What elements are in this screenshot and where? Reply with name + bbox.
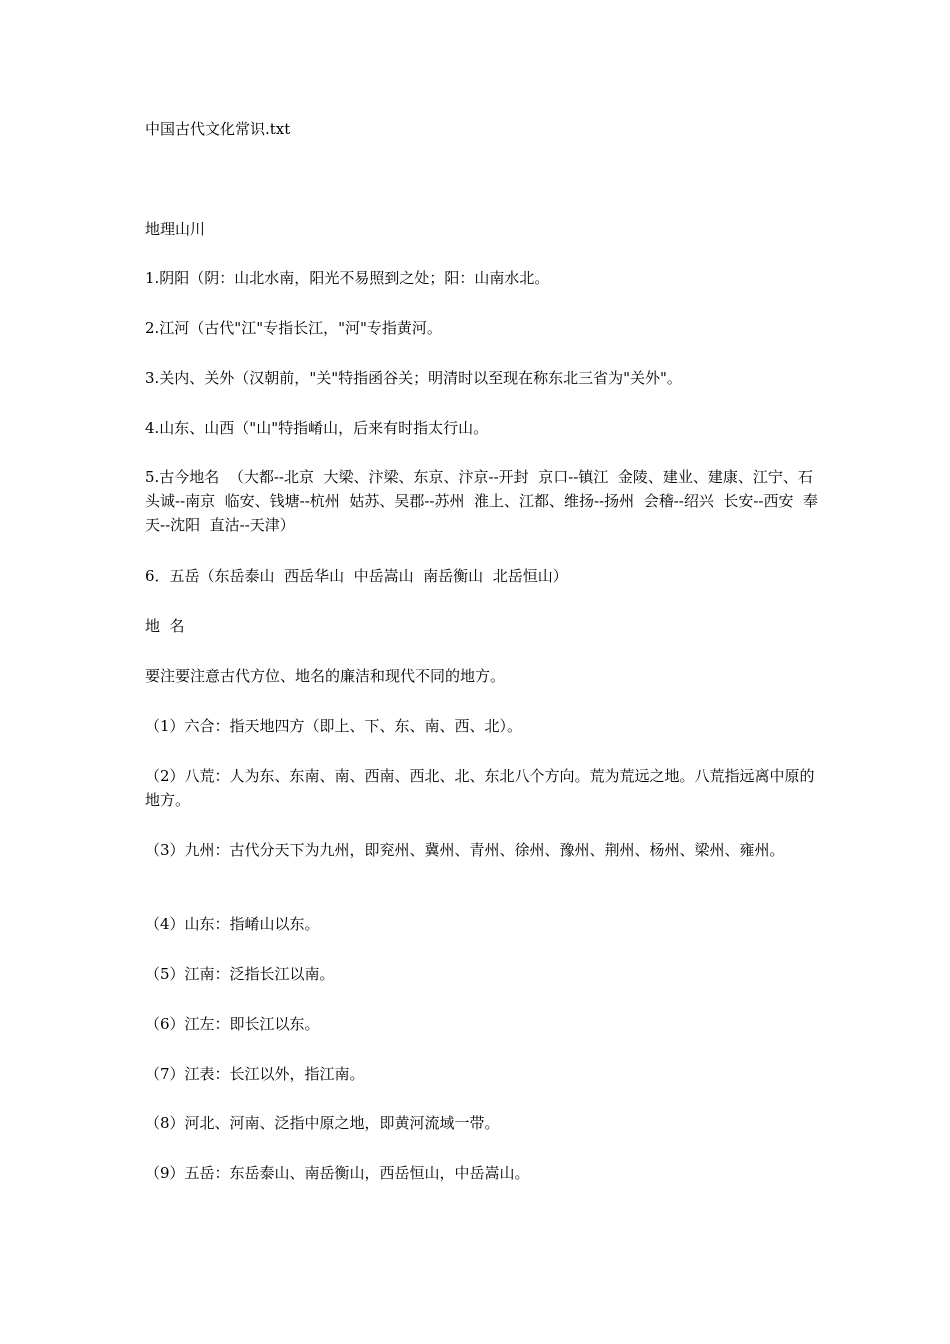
list-item: 2.江河（古代"江"专指长江，"河"专指黄河。: [145, 319, 442, 337]
note-item: （7）江表：长江以外，指江南。: [145, 1065, 365, 1083]
note-item: （1）六合：指天地四方（即上、下、东、南、西、北）。: [145, 717, 523, 735]
note-item: （5）江南：泛指长江以南。: [145, 965, 335, 983]
section-intro: 要注要注意古代方位、地名的廉洁和现代不同的地方。: [145, 667, 506, 685]
note-item: （4）山东：指崤山以东。: [145, 915, 320, 933]
section-heading-geography: 地理山川: [145, 220, 206, 238]
document-filename: 中国古代文化常识.txt: [145, 120, 291, 138]
note-item: （9）五岳：东岳泰山、南岳衡山，西岳恒山，中岳嵩山。: [145, 1164, 530, 1182]
note-item: （2）八荒：人为东、东南、南、西南、西北、北、东北八个方向。荒为荒远之地。八荒指远离中原的地方。: [145, 767, 815, 809]
list-item: 1.阴阳（阴：山北水南，阳光不易照到之处；阳：山南水北。: [145, 269, 550, 287]
list-item: 5.古今地名 （大都--北京 大梁、汴梁、东京、汴京--开封 京口--镇江 金陵、建业、建康、江宁、石头诚--南京 临安、钱塘--杭州 姑苏、吴郡--苏州 淮上、江都、维扬--扬州 会稽--绍兴 长安--西安 奉天--沈阳 直沽--天津）: [145, 468, 819, 534]
list-item: 4.山东、山西（"山"特指崤山，后来有时指太行山。: [145, 419, 489, 437]
note-item: （6）江左：即长江以东。: [145, 1015, 320, 1033]
list-item: 6．五岳（东岳泰山 西岳华山 中岳嵩山 南岳衡山 北岳恒山）: [145, 567, 568, 585]
list-item: 3.关内、关外（汉朝前，"关"特指函谷关；明清时以至现在称东北三省为"关外"。: [145, 369, 682, 387]
note-item: （3）九州：古代分天下为九州，即兖州、冀州、青州、徐州、豫州、荆州、杨州、梁州、雍州。: [145, 841, 785, 859]
section-heading-place-names: 地 名: [145, 617, 185, 635]
note-item: （8）河北、河南、泛指中原之地，即黄河流域一带。: [145, 1114, 500, 1132]
